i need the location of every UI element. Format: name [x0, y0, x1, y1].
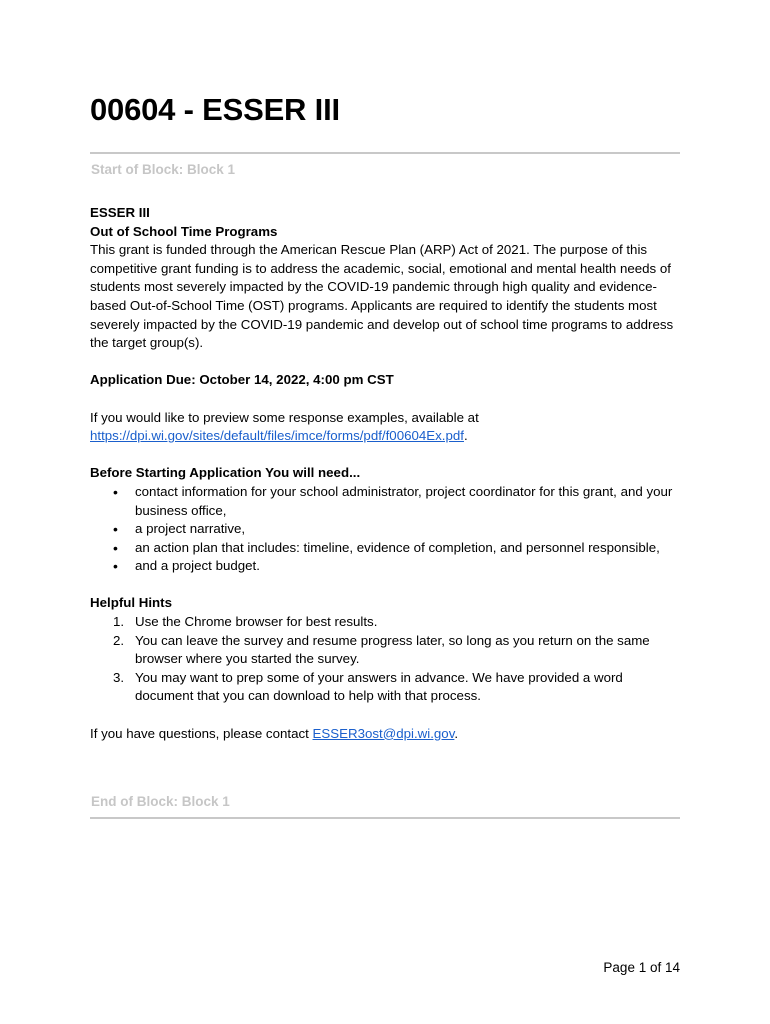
list-item: • an action plan that includes: timeline, evidence of completion, and personnel responsible,: [135, 539, 682, 558]
contact-email-link[interactable]: ESSER3ost@dpi.wi.gov: [312, 725, 455, 741]
needs-heading: Before Starting Application You will need...: [90, 465, 361, 481]
needs-list: [90, 483, 682, 576]
list-item: 2. You can leave the survey and resume progress later, so long as you return on the same browser where you started the survey.: [113, 632, 650, 667]
section-heading-esser: ESSER III: [90, 205, 150, 220]
hints-list: [90, 613, 682, 706]
preview-paragraph: If you would like to preview some response examples, available at https://dpi.wi.gov/sites/default/files/imce/forms/pdf/f00604Ex.pdf.: [90, 409, 479, 444]
list-item: • a project narrative,: [135, 520, 682, 539]
contact-text: If you have questions, please contact: [90, 725, 309, 741]
list-item: 1. Use the Chrome browser for best results.: [135, 613, 682, 632]
block-content: [90, 204, 682, 743]
divider-bottom: [90, 817, 680, 819]
hints-heading: Helpful Hints: [90, 595, 172, 611]
page-title: 00604 - ESSER III: [90, 92, 340, 127]
preview-examples-link[interactable]: https://dpi.wi.gov/sites/default/files/imce/forms/pdf/f00604Ex.pdf: [90, 428, 464, 444]
preview-text: If you would like to preview some response examples, available at: [90, 409, 479, 425]
list-item: • contact information for your school administrator, project coordinator for this grant, and your business office,: [135, 483, 682, 520]
contact-paragraph: If you have questions, please contact ESSER3ost@dpi.wi.gov.: [90, 725, 459, 741]
page-number: Page 1 of 14: [603, 960, 680, 975]
intro-paragraph: This grant is funded through the American Rescue Plan (ARP) Act of 2021. The purpose of this competitive grant funding is to address the academic, social, emotional and mental health needs of students most severely impacted by the COVID-19 pandemic through high quality and evidence-based Out-of-School Time (OST) programs. Applicants are required to identify the students most severely impacted by the COVID-19 pandemic and develop out of school time programs to address the target group(s).: [90, 242, 674, 351]
due-date: Application Due: October 14, 2022, 4:00 pm CST: [90, 372, 394, 388]
section-heading-ost: Out of School Time Programs: [90, 223, 278, 239]
block-start-label: Start of Block: Block 1: [91, 162, 236, 177]
list-item: • and a project budget.: [135, 557, 682, 576]
list-number: 1.: [113, 614, 125, 630]
list-item: 3. You may want to prep some of your answers in advance. We have provided a word document that you can download to help with that process.: [113, 669, 623, 704]
divider-top: [90, 152, 680, 154]
list-number: 2.: [113, 632, 125, 648]
block-end-label: End of Block: Block 1: [91, 794, 230, 809]
list-number: 3.: [113, 669, 125, 685]
